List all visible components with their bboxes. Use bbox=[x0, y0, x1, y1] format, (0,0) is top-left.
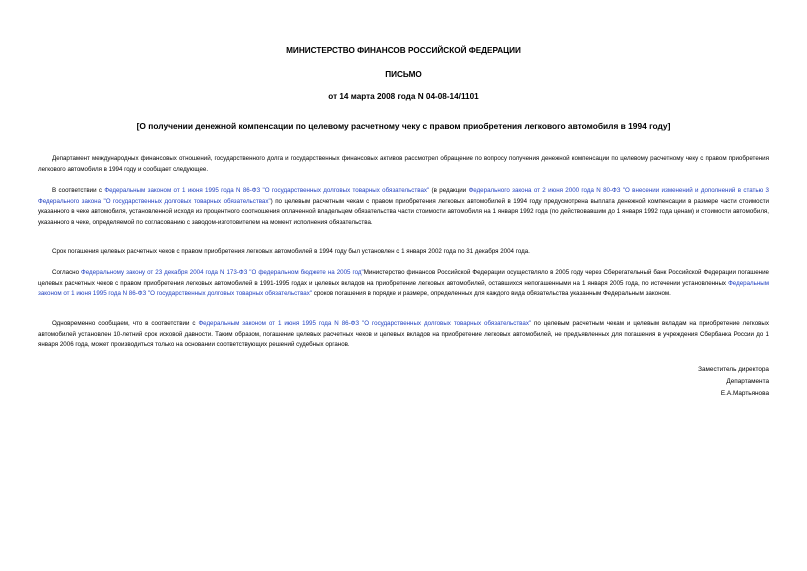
paragraph-2-text-2: (в редакции bbox=[429, 187, 469, 195]
paragraph-2 bbox=[38, 186, 769, 228]
ministry-heading: МИНИСТЕРСТВО ФИНАНСОВ РОССИЙСКОЙ ФЕДЕРАЦИИ bbox=[286, 46, 521, 55]
paragraph-4-text-2: Министерство финансов Российской Федерации осуществляло в 2005 году через Сберегательный банк Российской Федерации погашение целевых расчетных чеков с правом приобретения легковых автомобилей в 1991-1995 годах и целевых вкладов на приобретение легковых автомобилей, оставшихся непогашенными на 1 января 2005 года, по истечении установленных bbox=[38, 269, 769, 287]
paragraph-4 bbox=[38, 268, 769, 300]
signature-title: Заместитель директора bbox=[698, 366, 769, 373]
paragraph-3: Срок погашения целевых расчетных чеков с правом приобретения легковых автомобилей в 1994 году был установлен с 1 января 2002 года по 31 декабря 2004 года. bbox=[52, 248, 530, 256]
law-86fz-link[interactable]: Федеральным законом от 1 июня 1995 года N 86-ФЗ "О государственных долговых товарных обязательствах" bbox=[104, 187, 430, 195]
paragraph-5-text-2: по целевым расчетным чекам и целевым вкладам на приобретение легковых автомобилей установлен 10-летний срок исковой давности. Таким образом, погашение целевых расчетных чеков и целевых вкладов на приобретение легковых автомобилей, не предъявленных для погашения в учреждения Сбербанка России до 1 января 2006 года, может производиться только на основании соответствующих решений судебных органов. bbox=[38, 320, 769, 349]
signature-name: Е.А.Мартьянова bbox=[720, 390, 769, 397]
paragraph-5-text-1: Одновременно сообщаем, что в соответствии с bbox=[52, 320, 199, 328]
paragraph-2-text-1: В соответствии с bbox=[52, 187, 105, 195]
paragraph-1: Департамент международных финансовых отношений, государственного долга и государственных финансовых активов рассмотрел обращение по вопросу получения денежной компенсации по целевому расчетному чеку с правом приобретения легкового автомобиля в 1994 году и сообщает следующее. bbox=[38, 155, 769, 173]
law-173fz-link[interactable]: Федеральному закону от 23 декабря 2004 года N 173-ФЗ "О федеральном бюджете на 2005 год" bbox=[81, 269, 364, 277]
law-80fz-link[interactable]: Федерального закона от 2 июня 2000 года N 80-ФЗ "О внесении изменений и дополнений в статью 3 Федерального закона "О государственных долговых товарных обязательствах" bbox=[38, 187, 769, 205]
law-86fz-link-2[interactable]: Федеральным законом от 1 июня 1995 года N 86-ФЗ "О государственных долговых товарных обязательствах" bbox=[38, 279, 769, 298]
paragraph-2-text-3: ) по целевым расчетным чекам с правом приобретения легковых автомобилей в 1994 году предусмотрена выплата денежной компенсации в размере части стоимости указанного в чеке автомобиля, установленной исходя из процентного соотношения оплаченной владельцем обязательства части стоимости автомобиля на 1 января 1992 года (по действовавшим до 1 января 1992 года ценам) и стоимости автомобиля, указанного в чеке, определяемой по согласованию с заводом-изготовителем на момент исполнения обязательства. bbox=[38, 197, 769, 226]
paragraph-4-text-1: Согласно bbox=[52, 269, 82, 277]
paragraph-5 bbox=[38, 319, 769, 351]
law-86fz-link-3[interactable]: Федеральным законом от 1 июня 1995 года N 86-ФЗ "О государственных долговых товарных обязательствах" bbox=[198, 320, 532, 328]
document-subject: [О получении денежной компенсации по целевому расчетному чеку с правом приобретения легкового автомобиля в 1994 году] bbox=[136, 121, 671, 131]
document-date-number: от 14 марта 2008 года N 04-08-14/1101 bbox=[328, 92, 479, 101]
signature-department: Департамента bbox=[726, 378, 769, 385]
document-type: ПИСЬМО bbox=[385, 70, 422, 79]
paragraph-4-text-3: сроков погашения в порядке и размере, определенных для каждого вида обязательства указанным Федеральным законом. bbox=[312, 290, 671, 298]
